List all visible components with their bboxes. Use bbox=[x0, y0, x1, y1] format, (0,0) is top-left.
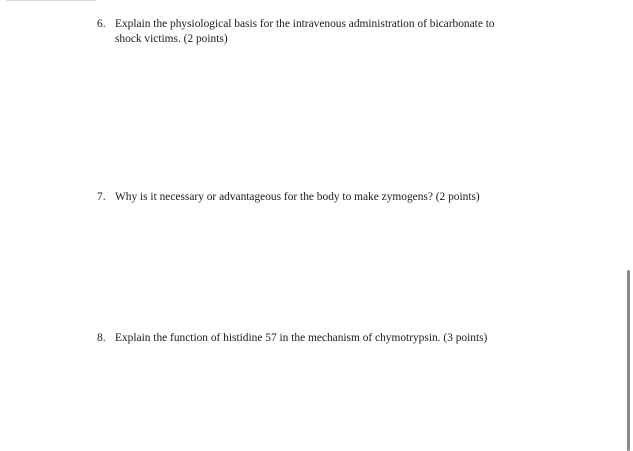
question-text-line: shock victims. (2 points) bbox=[115, 33, 228, 45]
question-text bbox=[115, 331, 537, 346]
scrollbar-thumb[interactable] bbox=[627, 270, 630, 451]
question-text bbox=[115, 190, 537, 205]
top-divider bbox=[6, 0, 96, 1]
question-number: 8. bbox=[97, 332, 106, 344]
question-number: 6. bbox=[97, 18, 106, 30]
question-text-line: Explain the function of histidine 57 in the mechanism of chymotrypsin. (3 points) bbox=[115, 332, 488, 344]
question-text-line: Why is it necessary or advantageous for the body to make zymogens? (2 points) bbox=[115, 191, 480, 203]
question-text-line: Explain the physiological basis for the intravenous administration of bicarbonate to bbox=[115, 18, 495, 30]
vertical-scrollbar[interactable] bbox=[623, 0, 633, 451]
question-text bbox=[115, 17, 537, 47]
question-7 bbox=[97, 190, 537, 205]
question-6 bbox=[97, 17, 537, 47]
question-8 bbox=[97, 331, 537, 346]
question-number: 7. bbox=[97, 191, 106, 203]
